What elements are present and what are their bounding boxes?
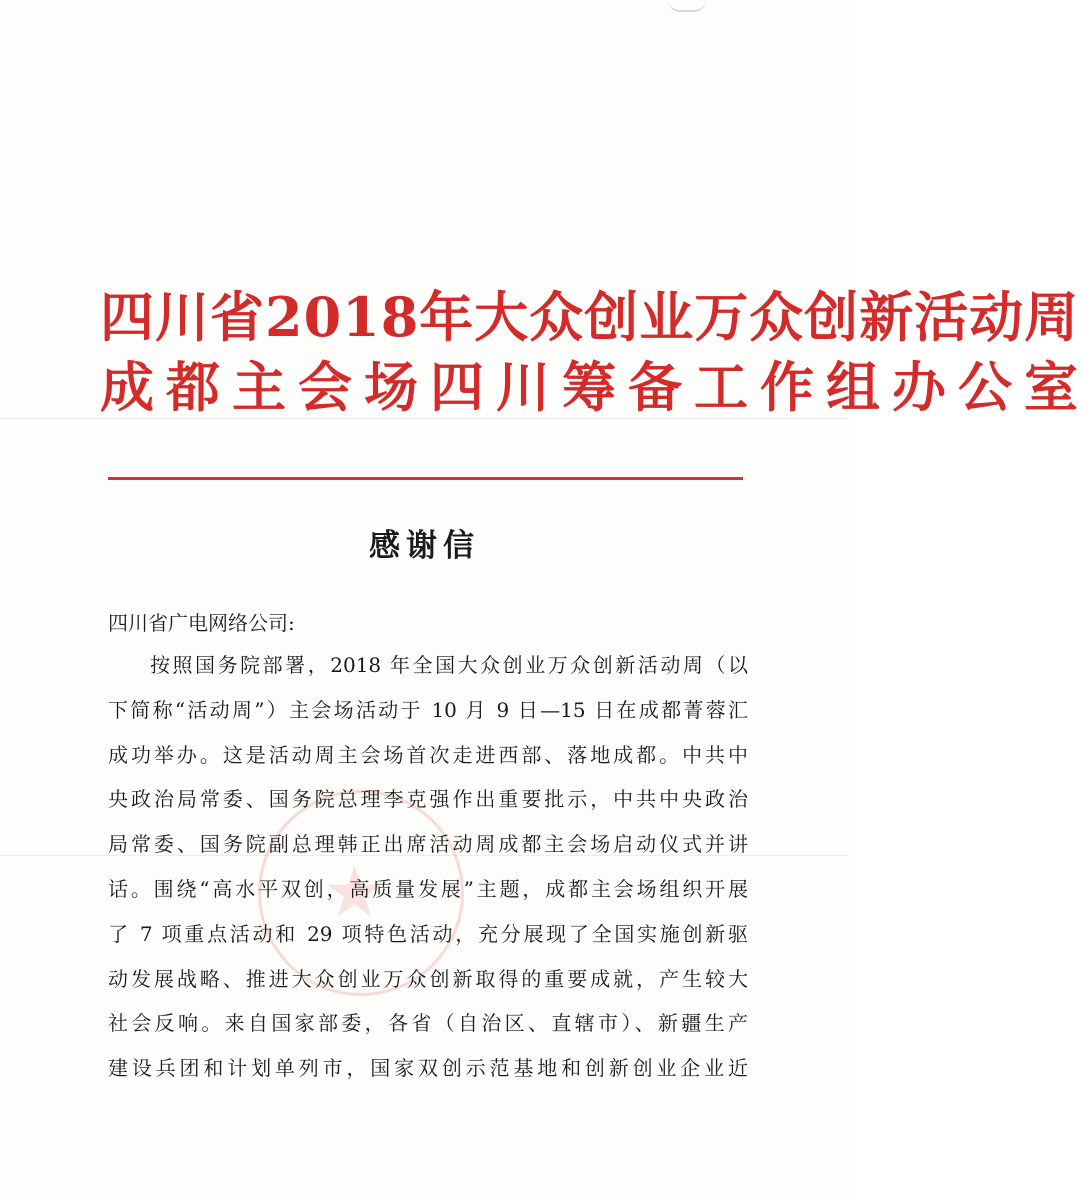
letter-body — [108, 650, 748, 1098]
body-line: 成功举办。这是活动周主会场首次走进西部、落地成都。中共中 — [108, 742, 748, 767]
seal-star-icon: ★ — [323, 851, 386, 933]
scan-artifact — [668, 0, 706, 12]
letterhead — [100, 282, 1090, 422]
body-line: 下简称“活动周”）主会场活动于 10 月 9 日—15 日在成都菁蓉汇 — [108, 697, 748, 722]
letterhead-line-2: 成都主会场四川筹备工作组办公室 — [100, 355, 1090, 419]
body-line: 建设兵团和计划单列市，国家双创示范基地和创新创业企业近 — [108, 1056, 748, 1081]
body-line: 局常委、国务院副总理韩正出席活动周成都主会场启动仪式并讲 — [108, 832, 748, 857]
letterhead-rule — [108, 477, 743, 480]
salutation: 四川省广电网络公司: — [108, 611, 295, 635]
body-line: 按照国务院部署，2018 年全国大众创业万众创新活动周（以 — [150, 653, 748, 677]
document-title: 感谢信 — [369, 528, 480, 564]
body-line: 了 7 项重点活动和 29 项特色活动，充分展现了全国实施创新驱 — [108, 921, 748, 946]
body-line: 央政治局常委、国务院总理李克强作出重要批示，中共中央政治 — [108, 787, 748, 812]
letterhead-line-1: 四川省2018年大众创业万众创新活动周 — [100, 285, 1080, 349]
body-line: 社会反响。来自国家部委，各省（自治区、直辖市）、新疆生产 — [108, 1011, 748, 1036]
body-line: 话。围绕“高水平双创，高质量发展”主题，成都主会场组织开展 — [108, 876, 748, 901]
body-line: 动发展战略、推进大众创业万众创新取得的重要成就，产生较大 — [108, 966, 748, 991]
